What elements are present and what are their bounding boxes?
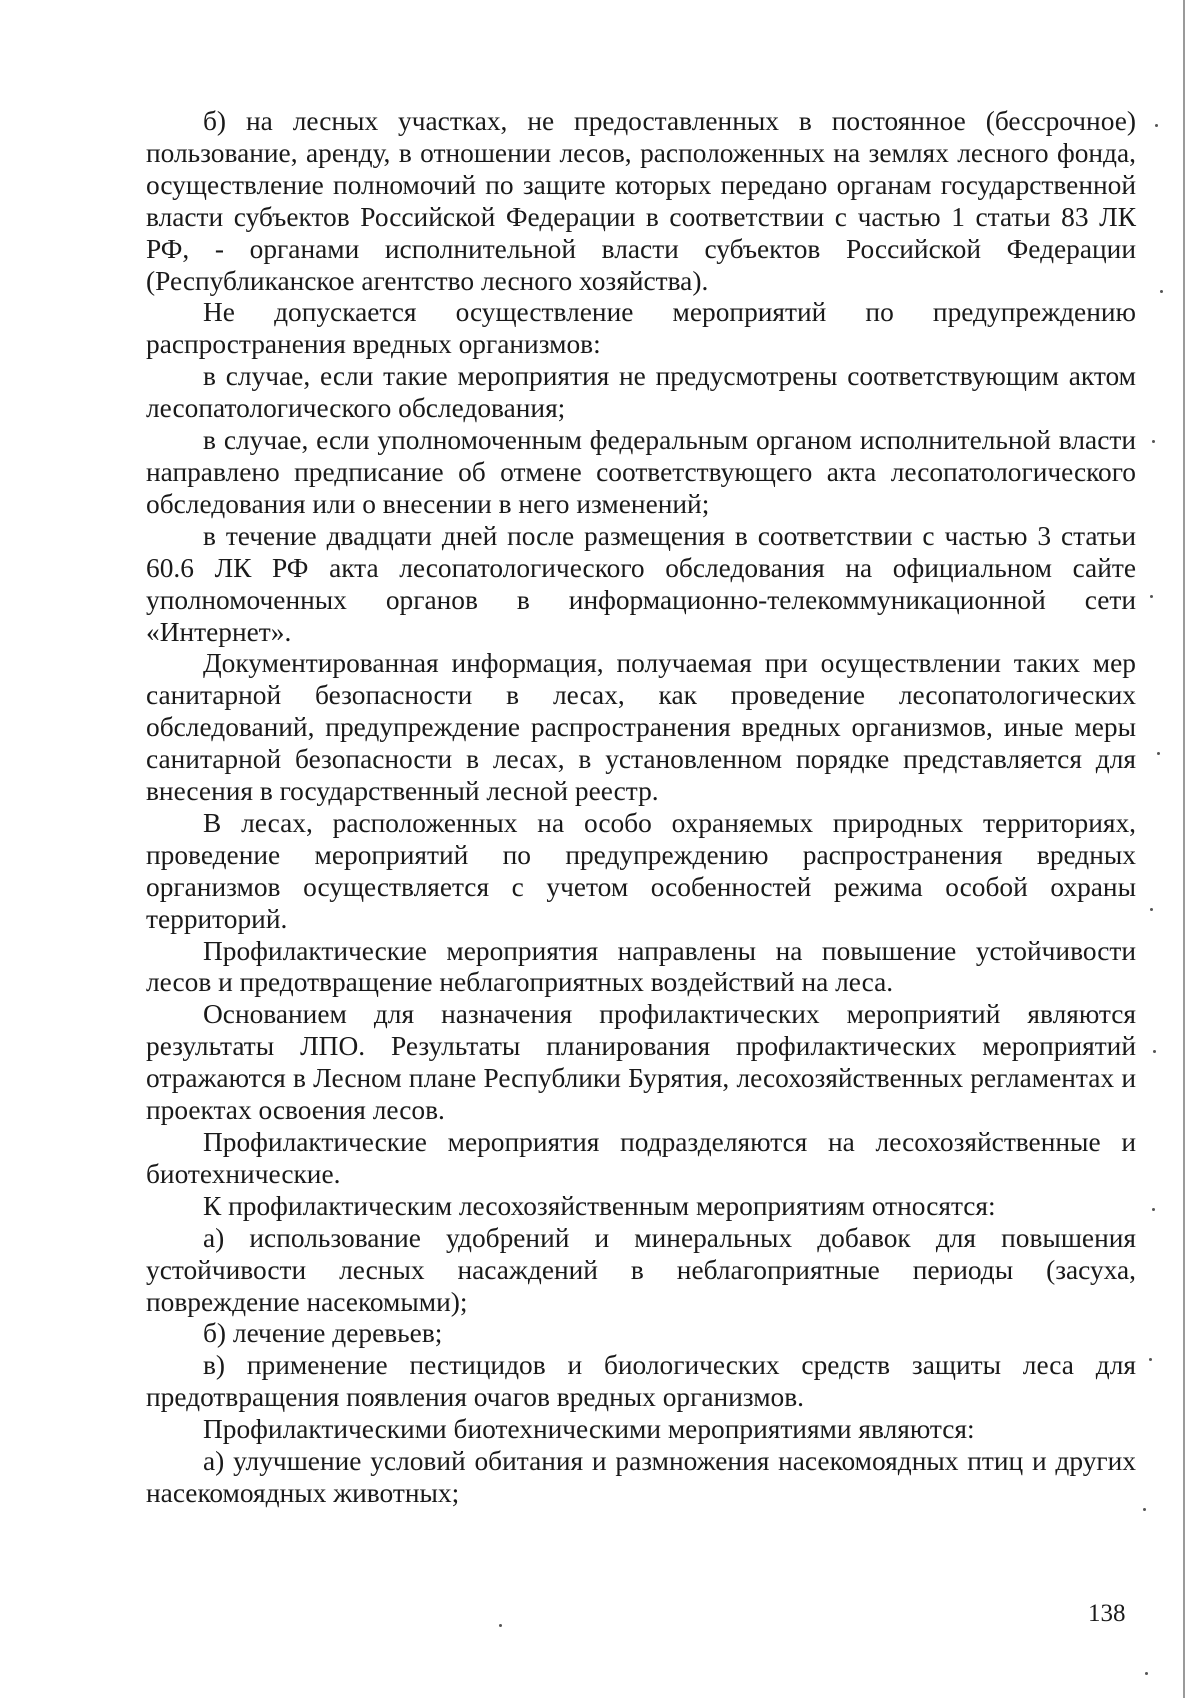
paragraph: Профилактические мероприятия подразделяются на лесохозяйственные и биотехнические. [146, 1127, 1136, 1189]
scan-speck [1153, 1050, 1156, 1053]
scan-speck [499, 1624, 502, 1627]
paragraph: Профилактические мероприятия направлены на повышение устойчивости лесов и предотвращение неблагоприятных воздействий на леса. [146, 935, 1136, 998]
paragraph: К профилактическим лесохозяйственным мероприятиям относятся: [203, 1190, 996, 1221]
scan-speck [1145, 1672, 1148, 1675]
scan-speck [1143, 1508, 1146, 1511]
scan-speck [1155, 124, 1158, 127]
scan-speck [1160, 290, 1163, 293]
scan-speck [1150, 595, 1153, 598]
paragraph: Основанием для назначения профилактических мероприятий являются результаты ЛПО. Результаты планирования профилактических мероприятий отражаются в Лесном плане Республики Бурятия, лесохозяйственных регламентах и проектах освоения лесов. [146, 999, 1136, 1126]
page-number: 138 [1088, 1600, 1126, 1627]
paragraph: в случае, если уполномоченным федеральным органом исполнительной власти направлено предписание об отмене соответствующего акта лесопатологического обследования или о внесении в него изменений; [146, 425, 1136, 519]
paragraph: Профилактическими биотехническими мероприятиями являются: [203, 1414, 975, 1445]
scan-speck [1157, 752, 1160, 755]
paragraph: в) применение пестицидов и биологических средств защиты леса для предотвращения появления очагов вредных организмов. [146, 1350, 1136, 1413]
paragraph: В лесах, расположенных на особо охраняемых природных территориях, проведение мероприятий по предупреждению распространения вредных организмов осуществляется с учетом особенностей режима особой охраны территорий. [146, 807, 1136, 934]
paragraph: б) лечение деревьев; [203, 1318, 443, 1349]
paragraph: в течение двадцати дней после размещения в соответствии с частью 3 статьи 60.6 ЛК РФ акта лесопатологического обследования на официальном сайте уполномоченных органов в информационно-телекоммуникационной сети «Интернет». [146, 520, 1136, 647]
scan-speck [1152, 1208, 1155, 1211]
scan-speck [1150, 908, 1153, 911]
scan-speck [1149, 1358, 1152, 1361]
paragraph: Не допускается осуществление мероприятий по предупреждению распространения вредных организмов: [146, 297, 1136, 360]
paragraph: б) на лесных участках, не предоставленных в постоянное (бессрочное) пользование, аренду, в отношении лесов, расположенных на землях лесного фонда, осуществление полномочий по защите которых передано органам государственной власти субъектов Российской Федерации в соответствии с частью 1 статьи 83 ЛК РФ, - органами исполнительной власти субъектов Российской Федерации (Республиканское агентство лесного хозяйства). [146, 106, 1136, 296]
scan-speck [1152, 440, 1155, 443]
body-text [146, 106, 1136, 1510]
paragraph: а) улучшение условий обитания и размножения насекомоядных птиц и других насекомоядных животных; [146, 1446, 1136, 1508]
paragraph: а) использование удобрений и минеральных добавок для повышения устойчивости лесных насаждений в неблагоприятные периоды (засуха, повреждение насекомыми); [146, 1222, 1136, 1317]
scan-edge-line [1183, 0, 1185, 1698]
paragraph: в случае, если такие мероприятия не предусмотрены соответствующим актом лесопатологического обследования; [146, 361, 1136, 424]
paragraph: Документированная информация, получаемая при осуществлении таких мер санитарной безопасности в лесах, как проведение лесопатологических обследований, предупреждение распространения вредных организмов, иные меры санитарной безопасности в лесах, в установленном порядке представляется для внесения в государственный лесной реестр. [146, 648, 1136, 807]
